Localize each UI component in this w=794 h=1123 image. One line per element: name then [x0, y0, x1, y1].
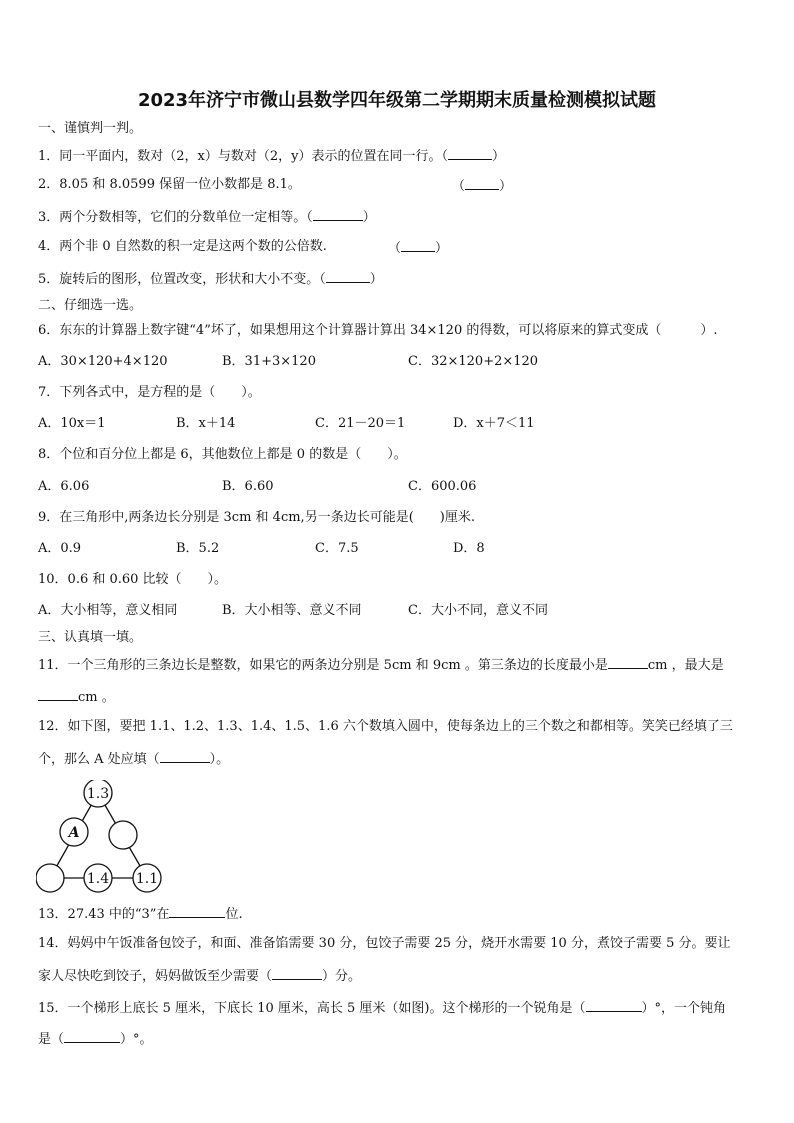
q9-option-c[interactable]: C．7.5 [315, 541, 359, 556]
question-14-text: 家人尽快吃到饺子，妈妈做饭至少需要（ [38, 969, 273, 984]
question-11-mid: cm ，最大是 [647, 658, 724, 673]
q7-option-a[interactable]: A．10x＝1 [38, 416, 106, 431]
question-15-prefix: 是（ [38, 1032, 65, 1047]
section-3-heading: 三、认真填一填。 [38, 630, 143, 645]
answer-blank[interactable] [38, 688, 78, 701]
circle-bottom-left [36, 864, 64, 892]
page-title: 2023年济宁市微山县数学四年级第二学期期末质量检测模拟试题 [137, 90, 657, 111]
q8-option-b[interactable]: B．6.60 [222, 479, 274, 494]
question-12-end: ）。 [209, 752, 230, 767]
q6-option-a[interactable]: A．30×120+4×120 [38, 354, 168, 369]
q7-option-d[interactable]: D．x＋7＜11 [453, 416, 535, 431]
question-4-text: 4．两个非 0 自然数的积一定是这两个数的公倍数. [38, 239, 327, 254]
section-2-heading: 二、仔细选一选。 [38, 298, 143, 313]
q10-option-b[interactable]: B．大小相等、意义不同 [222, 603, 362, 618]
circle-right-mid [109, 821, 137, 849]
answer-blank[interactable] [401, 239, 435, 252]
q9-option-b[interactable]: B．5.2 [176, 541, 220, 556]
question-4-answer [388, 239, 448, 257]
question-1-text: 1．同一平面内，数对（2，x）与数对（2，y）表示的位置在同一行。（ [38, 149, 448, 164]
answer-blank[interactable] [160, 750, 210, 763]
label-a: A [68, 825, 80, 841]
question-13-end: 位. [225, 907, 243, 922]
triangle-circle-figure [36, 780, 166, 895]
question-15 [38, 999, 726, 1017]
question-15-text: 15．一个梯形上底长 5 厘米，下底长 10 厘米，高长 5 厘米（如图)。这个梯形的一个锐角是（ [38, 1001, 586, 1016]
q9-option-a[interactable]: A．0.9 [38, 541, 82, 556]
question-11-end: cm 。 [78, 690, 115, 705]
answer-blank[interactable] [465, 177, 499, 190]
question-5-text: 5．旋转后的图形，位置改变，形状和大小不变。（ [38, 272, 326, 287]
q8-option-a[interactable]: A．6.06 [38, 479, 90, 494]
question-14-cont [38, 967, 361, 985]
question-15-end: ）°。 [120, 1032, 153, 1047]
question-12-text: 个，那么 A 处应填（ [38, 752, 160, 767]
label-bottom-mid: 1.4 [86, 871, 110, 887]
question-2 [38, 177, 301, 193]
question-9: 9．在三角形中,两条边长分别是 3cm 和 4cm,另一条边长可能是( )厘米. [38, 510, 475, 525]
q10-option-a[interactable]: A．大小相等，意义相同 [38, 603, 178, 618]
question-4-end: ） [435, 241, 449, 256]
section-1-heading: 一、谨慎判一判。 [38, 121, 143, 136]
question-4-paren: （ [388, 241, 402, 256]
q6-option-c[interactable]: C．32×120+2×120 [408, 354, 539, 369]
question-13-text: 13．27.43 中的“3”在 [38, 907, 170, 922]
question-14-end: ）分。 [322, 969, 362, 984]
q8-option-c[interactable]: C．600.06 [408, 479, 477, 494]
q9-option-d[interactable]: D．8 [453, 541, 485, 556]
label-top: 1.3 [86, 786, 110, 802]
q7-option-c[interactable]: C．21－20＝1 [315, 416, 406, 431]
label-bottom-right: 1.1 [135, 871, 159, 887]
question-11 [38, 656, 724, 674]
question-4 [38, 239, 327, 255]
question-11-cont [38, 688, 115, 706]
question-1-end: ） [492, 149, 506, 164]
question-2-end: ） [499, 179, 513, 194]
question-3-text: 3．两个分数相等，它们的分数单位一定相等。（ [38, 210, 313, 225]
question-8: 8．个位和百分位上都是 6，其他数位上都是 0 的数是（ ）。 [38, 447, 407, 462]
question-6: 6．东东的计算器上数字键“4”坏了，如果想用这个计算器计算出 34×120 的得数，可以将原来的算式变成（ ）. [38, 323, 718, 338]
question-15-mid: ）°，一个钝角 [641, 1001, 727, 1016]
question-15-cont [38, 1030, 153, 1048]
question-7: 7．下列各式中，是方程的是（ ）。 [38, 385, 261, 400]
question-11-text: 11．一个三角形的三条边长是整数，如果它的两条边分别是 5cm 和 9cm 。第三条边的长度最小是 [38, 658, 608, 673]
q7-option-b[interactable]: B．x＋14 [176, 416, 236, 431]
question-10: 10．0.6 和 0.60 比较（ ）。 [38, 572, 228, 587]
question-12: 12．如下图，要把 1.1、1.2、1.3、1.4、1.5、1.6 六个数填入圆中，使每条边上的三个数之和都相等。笑笑已经填了三 [38, 719, 733, 734]
q10-option-c[interactable]: C．大小不同，意义不同 [408, 603, 548, 618]
answer-blank[interactable] [64, 1030, 120, 1043]
question-1 [38, 147, 505, 165]
answer-blank[interactable] [448, 147, 492, 160]
question-14: 14．妈妈中午饭准备包饺子，和面、准备馅需要 30 分，包饺子需要 25 分，烧开水需要 10 分，煮饺子需要 5 分。要让 [38, 936, 731, 951]
answer-blank[interactable] [169, 905, 225, 918]
question-2-text: 2．8.05 和 8.0599 保留一位小数都是 8.1。 [38, 177, 301, 192]
question-3 [38, 208, 376, 226]
answer-blank[interactable] [586, 999, 642, 1012]
question-13 [38, 905, 243, 923]
answer-blank[interactable] [326, 270, 370, 283]
answer-blank[interactable] [272, 967, 322, 980]
question-2-answer [452, 177, 512, 195]
answer-blank[interactable] [608, 656, 648, 669]
question-5 [38, 270, 383, 288]
question-2-paren: （ [452, 179, 466, 194]
question-5-end: ） [369, 272, 383, 287]
question-12-cont [38, 750, 229, 768]
answer-blank[interactable] [313, 208, 363, 221]
question-3-end: ） [362, 210, 376, 225]
q6-option-b[interactable]: B．31+3×120 [222, 354, 316, 369]
